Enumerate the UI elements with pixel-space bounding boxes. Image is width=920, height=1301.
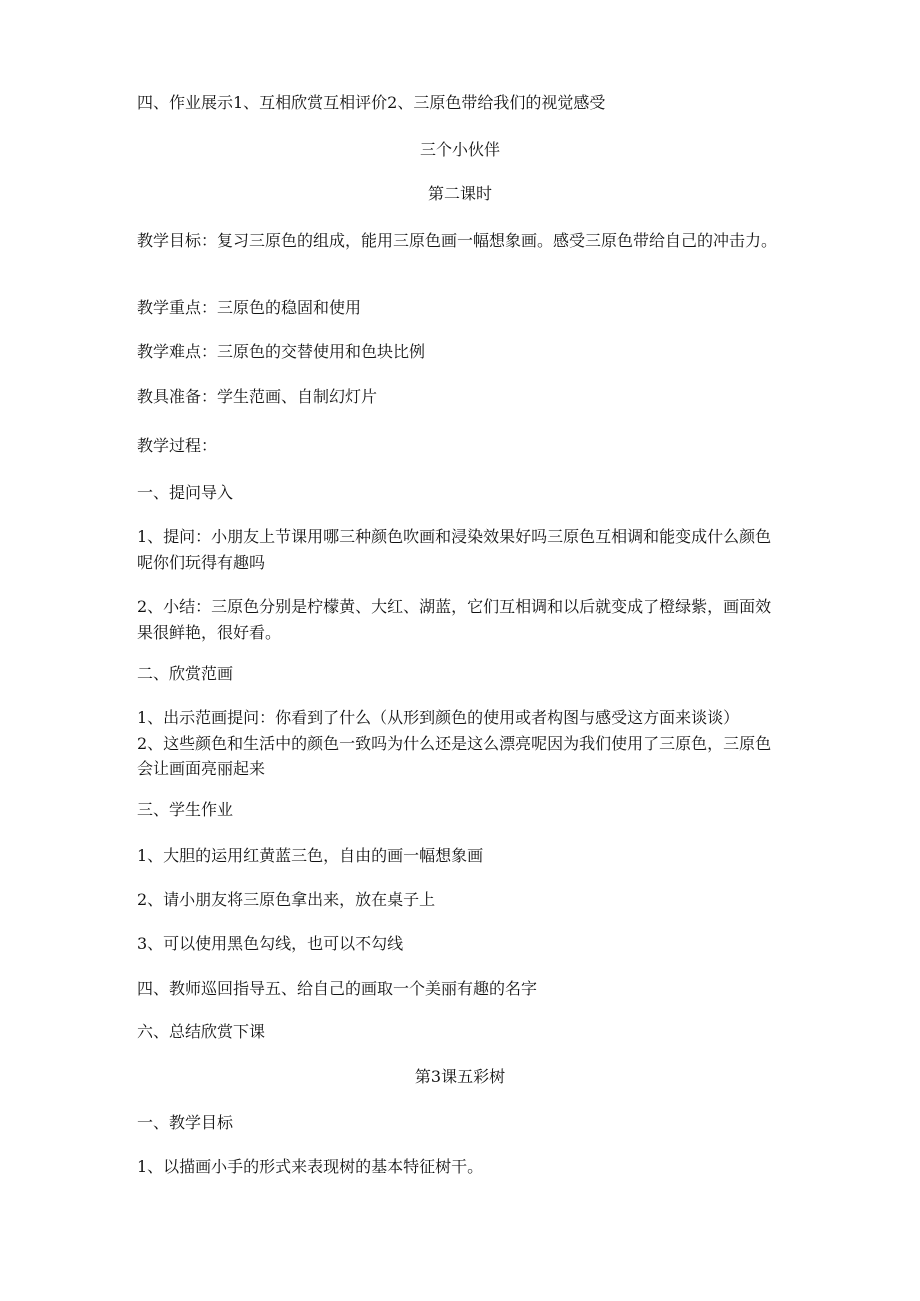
section-heading-questions: 一、提问导入 [137,483,234,502]
section-heading-appreciation: 二、欣赏范画 [137,664,234,683]
section-heading-lesson3-objectives: 一、教学目标 [137,1113,234,1132]
paragraph-question: 1、提问：小朋友上节课用哪三种颜色吹画和浸染效果好吗三原色互相调和能变成什么颜色呢你们玩得有趣吗 [137,527,772,572]
section-heading-guidance: 四、教师巡回指导五、给自己的画取一个美丽有趣的名字 [137,979,538,998]
section-heading-summary: 六、总结欣赏下课 [137,1022,266,1041]
list-item-work-2: 2、请小朋友将三原色拿出来，放在桌子上 [137,890,436,909]
paragraph-key-point: 教学重点：三原色的稳固和使用 [137,298,362,317]
paragraph-teaching-process: 教学过程： [137,436,218,455]
paragraph-teaching-objective: 教学目标：复习三原色的组成，能用三原色画一幅想象画。感受三原色带给自己的冲击力。 [137,231,778,250]
section-heading-student-work: 三、学生作业 [137,800,234,819]
list-item-lesson3-objective-1: 1、以描画小手的形式来表现树的基本特征树干。 [137,1157,484,1176]
list-item-work-1: 1、大胆的运用红黄蓝三色，自由的画一幅想象画 [137,846,484,865]
paragraph-difficulty: 教学难点：三原色的交替使用和色块比例 [137,342,426,361]
paragraph-summary: 2、小结：三原色分别是柠檬黄、大红、湖蓝，它们互相调和以后就变成了橙绿紫，画面效果很鲜艳，很好看。 [137,597,772,642]
heading-second-lesson: 第二课时 [427,184,492,203]
paragraph-colors-life: 2、这些颜色和生活中的颜色一致吗为什么还是这么漂亮呢因为我们使用了三原色，三原色会让画面亮丽起来 [137,734,772,778]
paragraph-show-paintings: 1、出示范画提问：你看到了什么（从形到颜色的使用或者构图与感受这方面来谈谈） [137,708,740,727]
heading-three-friends: 三个小伙伴 [419,140,500,159]
paragraph-homework-display: 四、作业展示1、互相欣赏互相评价2、三原色带给我们的视觉感受 [137,93,606,112]
heading-lesson-3: 第3课五彩树 [414,1067,506,1086]
page-bottom-margin [0,1180,920,1301]
paragraph-teaching-tools: 教具准备：学生范画、自制幻灯片 [137,387,378,406]
list-item-work-3: 3、可以使用黑色勾线，也可以不勾线 [137,934,404,953]
